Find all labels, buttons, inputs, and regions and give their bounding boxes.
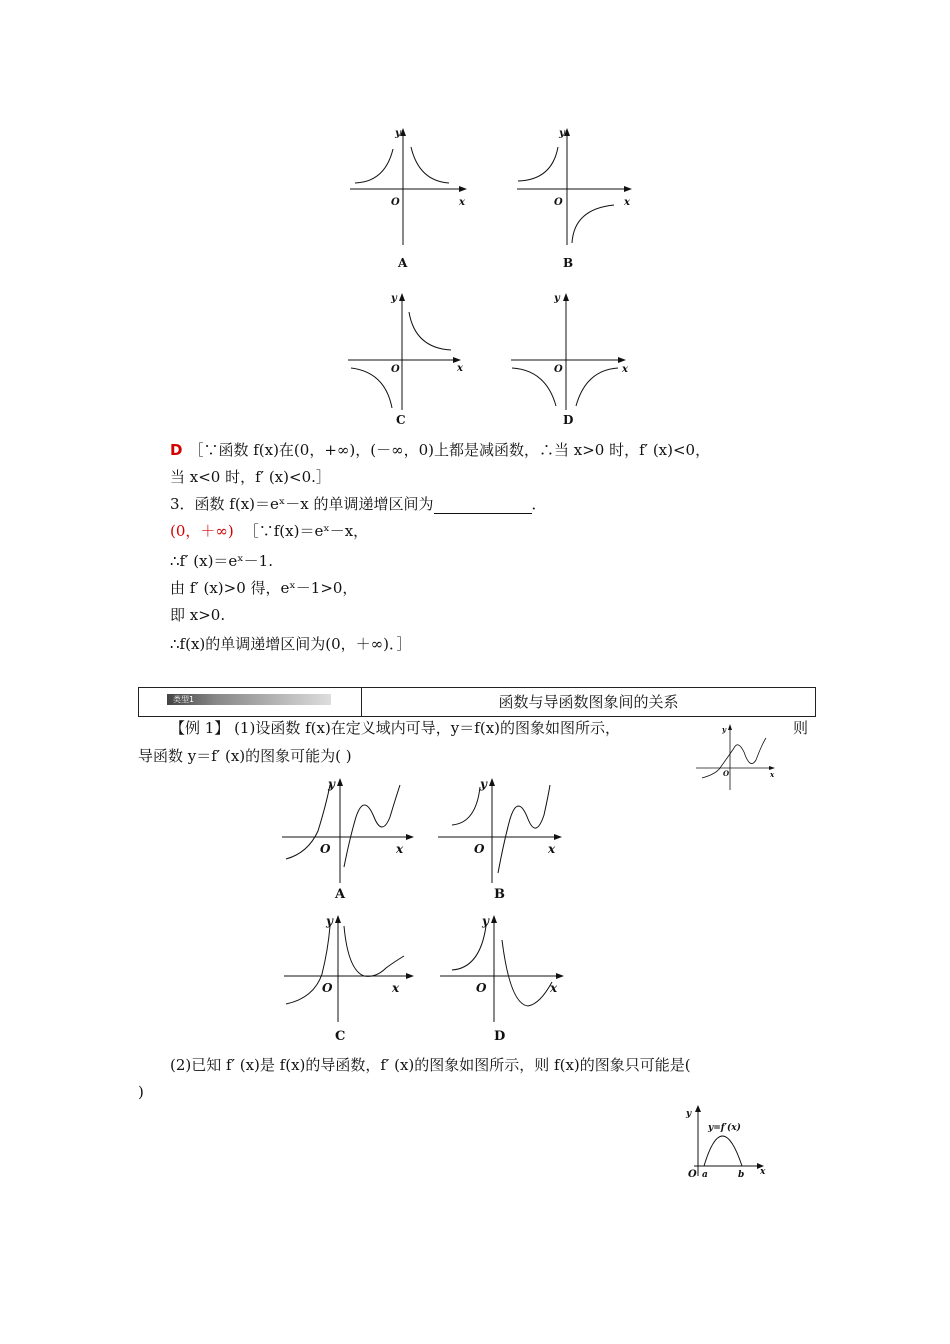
example1-part2-line1: (2)已知 f′ (x)是 f(x)的导函数，f′ (x)的图象如图所示，则 f(x)的图象只可能是( [170,1056,691,1074]
point-a-label: a [702,1170,708,1180]
option-label-c: C [396,413,406,427]
graph-fprime [680,1100,770,1178]
axis-x-label: x [392,981,400,995]
answer-letter: D [170,441,183,459]
fprime-label: y=f′(x) [708,1123,741,1133]
graph-q2-b [512,125,642,247]
axis-y-label: y [554,293,560,304]
graph-q2-c [343,290,473,410]
axis-y-label: y [722,725,727,734]
axis-x-label: x [624,197,630,208]
q3-solution-line1 [170,521,368,541]
graph-ex1-b [434,775,574,885]
option-label-b: B [563,256,574,270]
origin-label: O [688,1169,697,1180]
axis-x-label: x [550,981,558,995]
graph-ex1-c [280,912,420,1024]
q3-solution-line5: ∴f(x)的单调递增区间为(0，＋∞)．］ [170,635,412,653]
axis-x-label: x [457,363,463,374]
q2-answer-line1 [170,440,710,460]
axis-x-label: x [459,197,465,208]
axis-y-label: y [395,128,401,139]
axis-x-label: x [770,770,775,779]
origin-label: O [476,981,487,995]
graph-fx-small [694,722,778,792]
axis-x-label: x [396,842,404,856]
option-label-c: C [335,1029,346,1044]
q3-answer: (0，＋∞) [170,522,234,540]
section-tag [139,688,362,716]
option-label-d: D [494,1029,506,1044]
q2-answer-line2: 当 x<0 时，f′ (x)<0.］ [170,468,331,486]
axis-x-label: x [760,1167,766,1177]
graph-q2-d [506,290,636,410]
example1-line1: 【例 1】 (1)设函数 f(x)在定义域内可导，y＝f(x)的图象如图所示， [170,719,621,737]
origin-label: O [391,197,400,208]
axis-y-label: y [686,1109,692,1119]
option-label-b: B [494,887,505,902]
example1-part2-line2: ) [138,1083,144,1101]
origin-label: O [554,364,563,375]
q3-solution-line3: 由 f′ (x)>0 得，eˣ－1>0， [170,579,358,597]
axis-y-label: y [328,777,335,791]
graph-ex1-a [278,775,418,885]
example1-ze: 则 [793,719,809,737]
axis-y-label: y [480,777,487,791]
q3-stem-end: ． [531,495,547,513]
origin-label: O [322,981,333,995]
answer-explanation: ［∵函数 f(x)在(0，+∞)，(－∞，0)上都是减函数，∴当 x>0 时，f′ (x)<0， [188,441,711,459]
axis-y-label: y [559,128,565,139]
q3-solution-line2: ∴f′ (x)＝eˣ－1. [170,552,273,570]
axis-y-label: y [482,914,489,928]
origin-label: O [391,364,400,375]
q3-stem [170,494,547,514]
answer-blank[interactable] [434,499,532,514]
section-header [138,687,816,717]
axis-x-label: x [548,842,556,856]
option-label-d: D [563,413,574,427]
option-label-a: A [398,256,408,270]
axis-y-label: y [326,914,333,928]
section-tag-text: 类型1 [173,695,195,704]
origin-label: O [320,842,331,856]
graph-q2-a [345,125,475,247]
origin-label: O [474,842,485,856]
point-b-label: b [738,1170,745,1180]
origin-label: O [723,769,730,778]
q3-sol1: ［∵f(x)＝eˣ－x， [243,522,369,540]
axis-y-label: y [391,293,397,304]
q3-solution-line4: 即 x>0. [170,606,226,624]
option-label-a: A [335,887,346,902]
example1-line2: 导函数 y＝f′ (x)的图象可能为( ) [138,747,352,765]
section-title: 函数与导函数图象间的关系 [498,693,679,711]
origin-label: O [554,197,563,208]
axis-x-label: x [622,364,628,375]
q3-stem-text: 3．函数 f(x)＝eˣ－x 的单调递增区间为 [170,495,434,513]
graph-ex1-d [436,912,576,1024]
